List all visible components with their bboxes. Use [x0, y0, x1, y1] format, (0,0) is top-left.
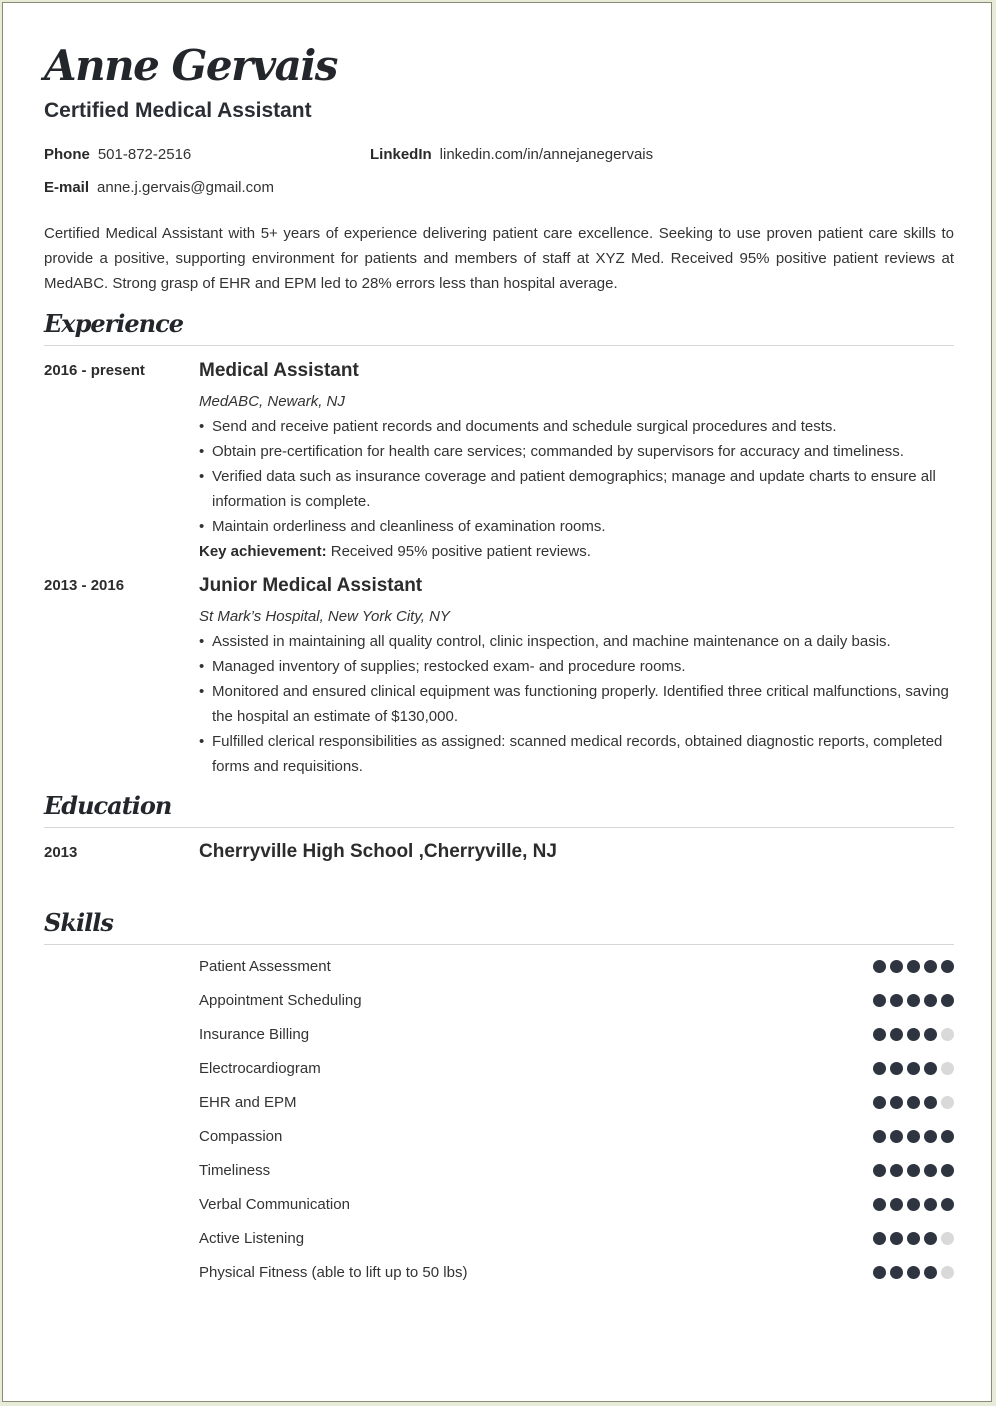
- job-2-bullets: [199, 629, 954, 779]
- rating-dot-filled: [907, 1198, 920, 1211]
- rating-dot-filled: [907, 1062, 920, 1075]
- rating-dot-filled: [873, 1028, 886, 1041]
- skill-name: Timeliness: [199, 1162, 271, 1179]
- skill-rating: [873, 1266, 954, 1279]
- rating-dot-filled: [924, 960, 937, 973]
- rating-dot-filled: [890, 1232, 903, 1245]
- skill-row: [199, 955, 954, 989]
- skills-heading: [44, 906, 954, 945]
- job-1-achievement: [199, 539, 954, 564]
- skill-rating: [873, 1130, 954, 1143]
- skills-list: [199, 955, 954, 1295]
- experience-heading-text: Experience: [44, 309, 184, 338]
- email-label: E-mail: [44, 179, 90, 196]
- skill-row: [199, 1091, 954, 1125]
- rating-dot-filled: [890, 1164, 903, 1177]
- rating-dot-empty: [941, 1062, 954, 1075]
- rating-dot-empty: [941, 1232, 954, 1245]
- rating-dot-filled: [941, 960, 954, 973]
- rating-dot-filled: [873, 1062, 886, 1075]
- rating-dot-filled: [924, 1232, 937, 1245]
- rating-dot-filled: [941, 1130, 954, 1143]
- rating-dot-empty: [941, 1266, 954, 1279]
- rating-dot-filled: [924, 1096, 937, 1109]
- rating-dot-filled: [907, 1164, 920, 1177]
- skill-row: [199, 1023, 954, 1057]
- rating-dot-filled: [924, 1130, 937, 1143]
- list-item: • Maintain orderliness and cleanliness of examination rooms.: [199, 514, 954, 539]
- linkedin-line: [370, 146, 653, 163]
- experience-heading: [44, 307, 954, 346]
- job-2: [199, 574, 954, 779]
- job-2-title: Junior Medical Assistant: [199, 575, 423, 596]
- rating-dot-filled: [873, 1096, 886, 1109]
- rating-dot-filled: [873, 1130, 886, 1143]
- candidate-name: Anne Gervais: [44, 41, 337, 90]
- skill-name: Compassion: [199, 1128, 283, 1145]
- rating-dot-filled: [907, 1096, 920, 1109]
- rating-dot-filled: [873, 1232, 886, 1245]
- skill-row: [199, 1057, 954, 1091]
- education-heading-text: Education: [44, 791, 172, 820]
- skill-rating: [873, 1198, 954, 1211]
- rating-dot-filled: [907, 1028, 920, 1041]
- skill-rating: [873, 960, 954, 973]
- skill-rating: [873, 994, 954, 1007]
- job-1-bullets: [199, 414, 954, 539]
- job-1-dates: 2016 - present: [44, 362, 145, 379]
- skill-name: Physical Fitness (able to lift up to 50 lbs): [199, 1264, 468, 1281]
- rating-dot-filled: [924, 994, 937, 1007]
- job-1-company: MedABC, Newark, NJ: [199, 393, 345, 410]
- resume-page: [2, 2, 992, 1402]
- skill-row: [199, 1159, 954, 1193]
- linkedin-link[interactable]: linkedin.com/in/annejanegervais: [439, 146, 654, 163]
- rating-dot-filled: [890, 1266, 903, 1279]
- rating-dot-empty: [941, 1028, 954, 1041]
- education-school: Cherryville High School ,Cherryville, NJ: [199, 841, 557, 862]
- skill-rating: [873, 1232, 954, 1245]
- skill-name: Insurance Billing: [199, 1026, 310, 1043]
- rating-dot-filled: [890, 1028, 903, 1041]
- skill-name: Active Listening: [199, 1230, 305, 1247]
- skill-name: Verbal Communication: [199, 1196, 350, 1213]
- rating-dot-filled: [890, 1096, 903, 1109]
- rating-dot-filled: [890, 1130, 903, 1143]
- rating-dot-filled: [924, 1062, 937, 1075]
- rating-dot-filled: [924, 1164, 937, 1177]
- rating-dot-filled: [873, 960, 886, 973]
- list-item: • Monitored and ensured clinical equipment was functioning properly. Identified three critical malfunctions, saving the hospital an estimate of $130,000.: [199, 679, 954, 729]
- rating-dot-filled: [873, 1164, 886, 1177]
- linkedin-label: LinkedIn: [370, 146, 432, 163]
- candidate-title: Certified Medical Assistant: [44, 99, 312, 122]
- skill-name: Patient Assessment: [199, 958, 331, 975]
- achievement-text: Received 95% positive patient reviews.: [330, 543, 591, 560]
- email-link[interactable]: anne.j.gervais@gmail.com: [97, 179, 274, 196]
- rating-dot-filled: [873, 1266, 886, 1279]
- job-2-company: St Mark’s Hospital, New York City, NY: [199, 608, 450, 625]
- rating-dot-filled: [890, 1198, 903, 1211]
- rating-dot-filled: [924, 1028, 937, 1041]
- skills-heading-text: Skills: [44, 908, 113, 937]
- job-1-title: Medical Assistant: [199, 360, 359, 381]
- skill-rating: [873, 1096, 954, 1109]
- education-heading: [44, 789, 954, 828]
- skill-row: [199, 1261, 954, 1295]
- rating-dot-filled: [924, 1266, 937, 1279]
- rating-dot-filled: [907, 994, 920, 1007]
- rating-dot-filled: [941, 1198, 954, 1211]
- rating-dot-filled: [873, 1198, 886, 1211]
- rating-dot-filled: [907, 1232, 920, 1245]
- list-item: • Verified data such as insurance coverage and patient demographics; manage and update charts to ensure all information is complete.: [199, 464, 954, 514]
- rating-dot-filled: [890, 994, 903, 1007]
- skill-rating: [873, 1164, 954, 1177]
- rating-dot-filled: [890, 1062, 903, 1075]
- rating-dot-filled: [907, 1266, 920, 1279]
- skill-rating: [873, 1062, 954, 1075]
- phone-value[interactable]: 501-872-2516: [97, 146, 192, 163]
- skill-row: [199, 1227, 954, 1261]
- rating-dot-filled: [873, 994, 886, 1007]
- rating-dot-filled: [890, 960, 903, 973]
- list-item: • Fulfilled clerical responsibilities as assigned: scanned medical records, obtained diagnostic reports, completed forms and requisitions.: [199, 729, 954, 779]
- education-year: 2013: [44, 844, 78, 861]
- rating-dot-filled: [907, 1130, 920, 1143]
- skill-name: Electrocardiogram: [199, 1060, 321, 1077]
- skill-row: [199, 1125, 954, 1159]
- achievement-label: Key achievement:: [199, 543, 327, 560]
- skill-row: [199, 989, 954, 1023]
- skill-name: EHR and EPM: [199, 1094, 297, 1111]
- rating-dot-empty: [941, 1096, 954, 1109]
- rating-dot-filled: [941, 1164, 954, 1177]
- list-item: • Managed inventory of supplies; restocked exam- and procedure rooms.: [199, 654, 954, 679]
- email-line: [44, 179, 274, 196]
- rating-dot-filled: [941, 994, 954, 1007]
- rating-dot-filled: [907, 960, 920, 973]
- profile-summary: Certified Medical Assistant with 5+ years of experience delivering patient care excellence. Seeking to use proven patient care skills to provide a positive, supporting environment for patients and members of staff at XYZ Med. Received 95% positive patient reviews at MedABC. Strong grasp of EHR and EPM led to 28% errors less than hospital average.: [44, 225, 954, 292]
- skill-name: Appointment Scheduling: [199, 992, 362, 1009]
- phone-line: [44, 146, 191, 163]
- list-item: • Send and receive patient records and documents and schedule surgical procedures and tests.: [199, 414, 954, 439]
- job-1: [199, 359, 954, 564]
- rating-dot-filled: [924, 1198, 937, 1211]
- list-item: • Assisted in maintaining all quality control, clinic inspection, and machine maintenance on a daily basis.: [199, 629, 954, 654]
- skill-row: [199, 1193, 954, 1227]
- skill-rating: [873, 1028, 954, 1041]
- list-item: • Obtain pre-certification for health care services; commanded by supervisors for accuracy and timeliness.: [199, 439, 954, 464]
- job-2-dates: 2013 - 2016: [44, 577, 125, 594]
- phone-label: Phone: [44, 146, 90, 163]
